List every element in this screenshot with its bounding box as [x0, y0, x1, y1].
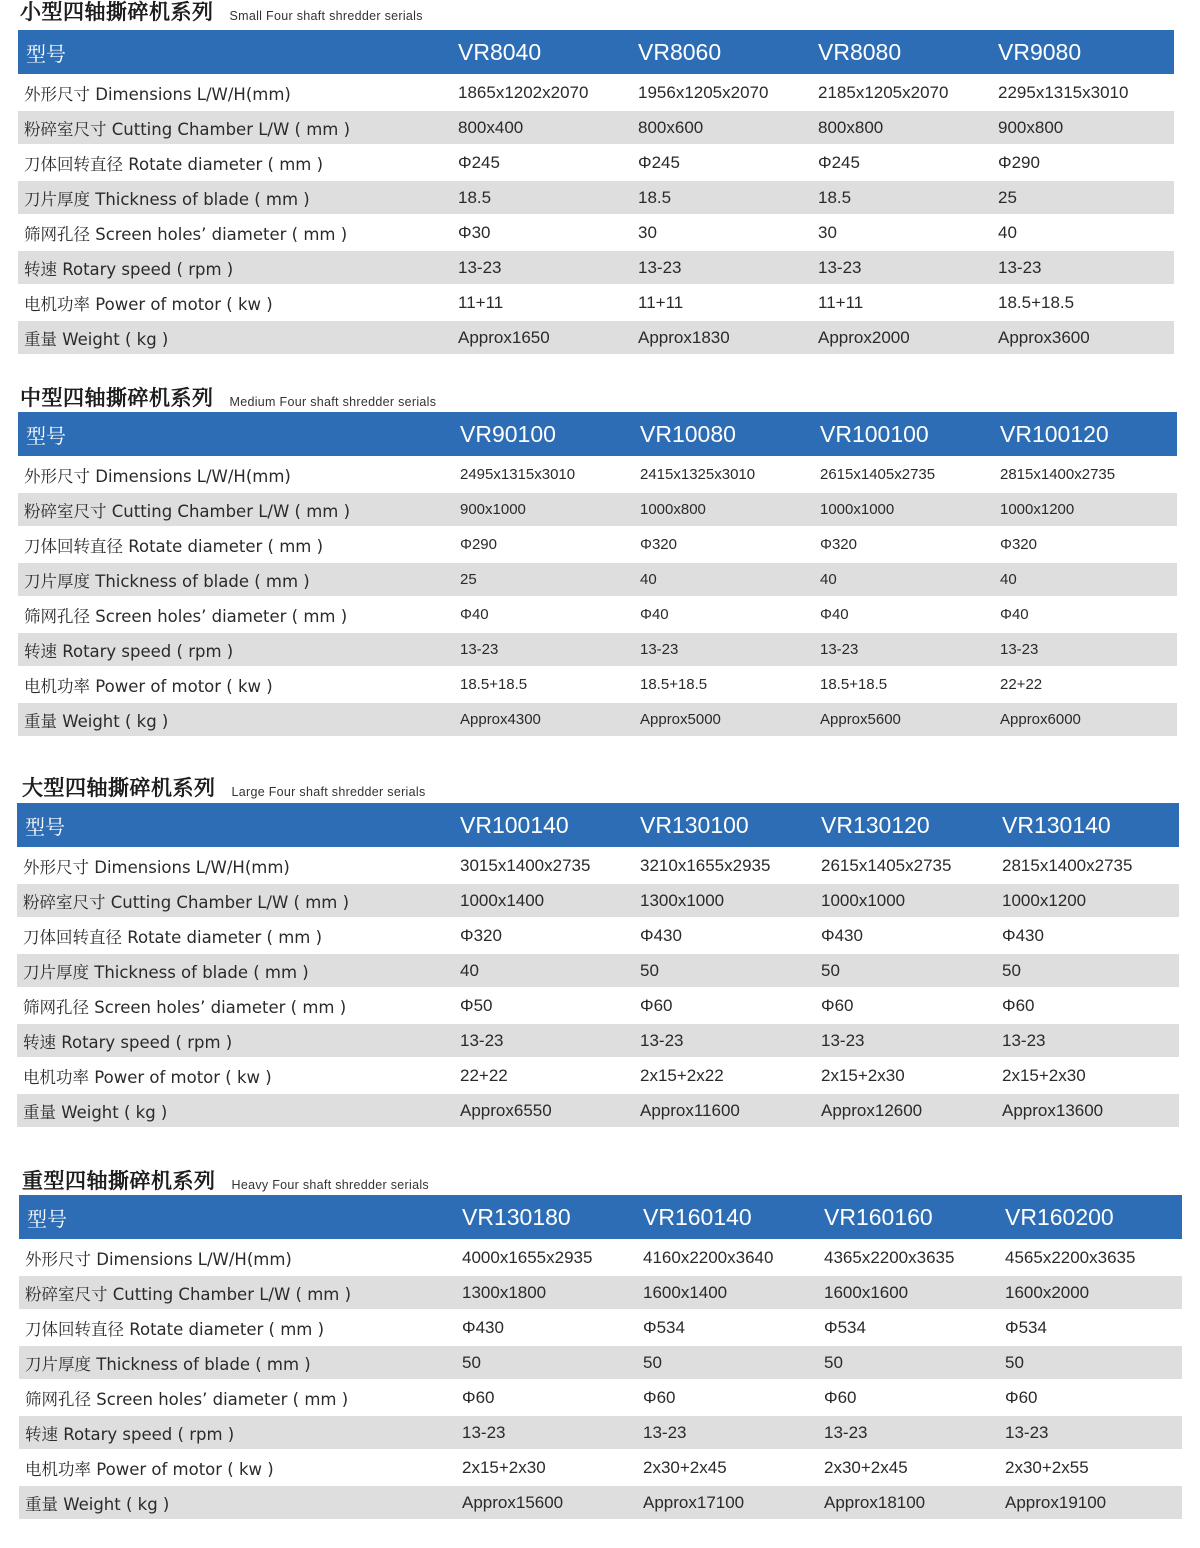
cell-value: 4000x1655x2935	[457, 1240, 638, 1275]
table-row	[19, 1450, 1182, 1485]
table-row	[18, 667, 1177, 702]
cell-value: 13-23	[1000, 1415, 1182, 1450]
cell-value: 18.5	[633, 180, 813, 215]
cell-value: Approx1650	[453, 320, 633, 355]
cell-value: 30	[813, 215, 993, 250]
cell-value: 900x800	[993, 110, 1174, 145]
cell-value: Φ60	[638, 1380, 819, 1415]
model-name: VR160140	[638, 1195, 819, 1240]
cell-value: Approx18100	[819, 1485, 1000, 1520]
table-header-row	[18, 412, 1177, 457]
section-title-en: Large Four shaft shredder serials	[231, 785, 426, 799]
table-row	[17, 1058, 1179, 1093]
cell-value: 2495x1315x3010	[455, 457, 635, 492]
row-label: 刀片厚度 Thickness of blade ( mm )	[18, 180, 453, 215]
cell-value: 40	[993, 215, 1174, 250]
table-row	[18, 75, 1174, 110]
table-row	[17, 988, 1179, 1023]
cell-value: Approx17100	[638, 1485, 819, 1520]
cell-value: 2x15+2x30	[997, 1058, 1179, 1093]
cell-value: 40	[455, 953, 635, 988]
cell-value: 25	[993, 180, 1174, 215]
table-row	[18, 527, 1177, 562]
model-name: VR9080	[993, 30, 1174, 75]
model-header-label: 型号	[17, 803, 455, 848]
cell-value: 13-23	[635, 1023, 816, 1058]
cell-value: 13-23	[819, 1415, 1000, 1450]
cell-value: 13-23	[816, 1023, 997, 1058]
model-header-label: 型号	[18, 30, 453, 75]
cell-value: 50	[635, 953, 816, 988]
row-label: 粉碎室尺寸 Cutting Chamber L/W ( mm )	[19, 1275, 457, 1310]
cell-value: Approx6000	[995, 702, 1177, 737]
model-name: VR100100	[815, 412, 995, 457]
row-label: 刀片厚度 Thickness of blade ( mm )	[17, 953, 455, 988]
section-title	[22, 1165, 429, 1195]
model-name: VR100140	[455, 803, 635, 848]
model-name: VR130100	[635, 803, 816, 848]
cell-value: 13-23	[997, 1023, 1179, 1058]
cell-value: Φ430	[997, 918, 1179, 953]
model-name: VR130180	[457, 1195, 638, 1240]
table-header-row	[18, 30, 1174, 75]
cell-value: 50	[997, 953, 1179, 988]
cell-value: Φ40	[995, 597, 1177, 632]
row-label: 重量 Weight ( kg )	[17, 1093, 455, 1128]
row-label: 刀体回转直径 Rotate diameter ( mm )	[19, 1310, 457, 1345]
cell-value: Φ40	[815, 597, 995, 632]
cell-value: 18.5+18.5	[993, 285, 1174, 320]
cell-value: Approx4300	[455, 702, 635, 737]
cell-value: 22+22	[455, 1058, 635, 1093]
cell-value: Φ40	[455, 597, 635, 632]
table-row	[18, 702, 1177, 737]
cell-value: 3210x1655x2935	[635, 848, 816, 883]
row-label: 电机功率 Power of motor ( kw )	[18, 285, 453, 320]
row-label: 外形尺寸 Dimensions L/W/H(mm)	[18, 457, 455, 492]
cell-value: Φ320	[995, 527, 1177, 562]
cell-value: 18.5	[453, 180, 633, 215]
model-name: VR130140	[997, 803, 1179, 848]
cell-value: 11+11	[633, 285, 813, 320]
cell-value: Approx6550	[455, 1093, 635, 1128]
cell-value: 40	[635, 562, 815, 597]
model-name: VR160200	[1000, 1195, 1182, 1240]
cell-value: 50	[1000, 1345, 1182, 1380]
cell-value: Φ320	[815, 527, 995, 562]
cell-value: 13-23	[638, 1415, 819, 1450]
table-header-row	[17, 803, 1179, 848]
cell-value: 18.5+18.5	[815, 667, 995, 702]
cell-value: Φ430	[816, 918, 997, 953]
cell-value: 2x30+2x55	[1000, 1450, 1182, 1485]
model-name: VR8040	[453, 30, 633, 75]
cell-value: Approx1830	[633, 320, 813, 355]
table-row	[18, 250, 1174, 285]
model-name: VR160160	[819, 1195, 1000, 1240]
row-label: 刀片厚度 Thickness of blade ( mm )	[19, 1345, 457, 1380]
cell-value: 50	[638, 1345, 819, 1380]
section-title-zh: 小型四轴撕碎机系列	[20, 0, 214, 24]
cell-value: 40	[995, 562, 1177, 597]
cell-value: Approx2000	[813, 320, 993, 355]
table-row	[19, 1275, 1182, 1310]
cell-value: 2615x1405x2735	[815, 457, 995, 492]
table-row	[17, 883, 1179, 918]
table-row	[18, 632, 1177, 667]
row-label: 刀片厚度 Thickness of blade ( mm )	[18, 562, 455, 597]
table-row	[18, 215, 1174, 250]
cell-value: 1600x1600	[819, 1275, 1000, 1310]
cell-value: 13-23	[633, 250, 813, 285]
cell-value: Approx15600	[457, 1485, 638, 1520]
cell-value: 4565x2200x3635	[1000, 1240, 1182, 1275]
table-row	[17, 1023, 1179, 1058]
table-row	[17, 848, 1179, 883]
cell-value: 1000x1000	[815, 492, 995, 527]
cell-value: 2615x1405x2735	[816, 848, 997, 883]
section-title-zh: 中型四轴撕碎机系列	[20, 386, 214, 410]
cell-value: 2415x1325x3010	[635, 457, 815, 492]
cell-value: 2x30+2x45	[638, 1450, 819, 1485]
row-label: 转速 Rotary speed ( rpm )	[17, 1023, 455, 1058]
cell-value: Φ320	[455, 918, 635, 953]
cell-value: Φ290	[993, 145, 1174, 180]
cell-value: Approx11600	[635, 1093, 816, 1128]
cell-value: Φ60	[635, 988, 816, 1023]
cell-value: Φ290	[455, 527, 635, 562]
cell-value: Φ60	[1000, 1380, 1182, 1415]
table-row	[18, 145, 1174, 180]
cell-value: 2x15+2x30	[457, 1450, 638, 1485]
cell-value: Approx5600	[815, 702, 995, 737]
section-title	[20, 382, 436, 412]
row-label: 转速 Rotary speed ( rpm )	[19, 1415, 457, 1450]
table-row	[19, 1380, 1182, 1415]
cell-value: 13-23	[453, 250, 633, 285]
cell-value: 800x400	[453, 110, 633, 145]
section-title-en: Small Four shaft shredder serials	[229, 9, 423, 23]
table-row	[18, 285, 1174, 320]
row-label: 转速 Rotary speed ( rpm )	[18, 250, 453, 285]
row-label: 粉碎室尺寸 Cutting Chamber L/W ( mm )	[18, 492, 455, 527]
section-title	[22, 772, 426, 802]
cell-value: 1600x1400	[638, 1275, 819, 1310]
table-row	[17, 953, 1179, 988]
model-header-label: 型号	[18, 412, 455, 457]
cell-value: 4160x2200x3640	[638, 1240, 819, 1275]
cell-value: 11+11	[813, 285, 993, 320]
table-row	[19, 1345, 1182, 1380]
cell-value: 2295x1315x3010	[993, 75, 1174, 110]
cell-value: 18.5+18.5	[635, 667, 815, 702]
cell-value: 50	[457, 1345, 638, 1380]
row-label: 筛网孔径 Screen holes’ diameter ( mm )	[17, 988, 455, 1023]
cell-value: 2x15+2x30	[816, 1058, 997, 1093]
spec-table-medium	[18, 412, 1177, 738]
section-title-zh: 大型四轴撕碎机系列	[22, 776, 216, 800]
cell-value: 18.5	[813, 180, 993, 215]
cell-value: 1600x2000	[1000, 1275, 1182, 1310]
cell-value: Φ50	[455, 988, 635, 1023]
cell-value: 22+22	[995, 667, 1177, 702]
model-name: VR8080	[813, 30, 993, 75]
cell-value: Φ30	[453, 215, 633, 250]
cell-value: 50	[816, 953, 997, 988]
row-label: 转速 Rotary speed ( rpm )	[18, 632, 455, 667]
row-label: 粉碎室尺寸 Cutting Chamber L/W ( mm )	[17, 883, 455, 918]
cell-value: 13-23	[455, 632, 635, 667]
row-label: 电机功率 Power of motor ( kw )	[17, 1058, 455, 1093]
cell-value: Φ60	[819, 1380, 1000, 1415]
cell-value: 4365x2200x3635	[819, 1240, 1000, 1275]
table-row	[18, 110, 1174, 145]
table-row	[18, 562, 1177, 597]
cell-value: 1300x1800	[457, 1275, 638, 1310]
cell-value: 900x1000	[455, 492, 635, 527]
row-label: 粉碎室尺寸 Cutting Chamber L/W ( mm )	[18, 110, 453, 145]
cell-value: 2815x1400x2735	[995, 457, 1177, 492]
cell-value: 1956x1205x2070	[633, 75, 813, 110]
cell-value: Φ534	[1000, 1310, 1182, 1345]
cell-value: 30	[633, 215, 813, 250]
cell-value: 1000x800	[635, 492, 815, 527]
cell-value: 13-23	[813, 250, 993, 285]
row-label: 重量 Weight ( kg )	[19, 1485, 457, 1520]
cell-value: 1865x1202x2070	[453, 75, 633, 110]
cell-value: Approx5000	[635, 702, 815, 737]
row-label: 电机功率 Power of motor ( kw )	[19, 1450, 457, 1485]
cell-value: 1000x1200	[995, 492, 1177, 527]
cell-value: 1000x1200	[997, 883, 1179, 918]
spec-table-small	[18, 30, 1174, 356]
cell-value: 13-23	[455, 1023, 635, 1058]
cell-value: 13-23	[635, 632, 815, 667]
cell-value: 40	[815, 562, 995, 597]
cell-value: 1000x1400	[455, 883, 635, 918]
cell-value: Φ245	[813, 145, 993, 180]
spec-table-large	[17, 803, 1179, 1129]
row-label: 刀体回转直径 Rotate diameter ( mm )	[18, 145, 453, 180]
cell-value: 1300x1000	[635, 883, 816, 918]
cell-value: 13-23	[815, 632, 995, 667]
row-label: 刀体回转直径 Rotate diameter ( mm )	[18, 527, 455, 562]
section-title-en: Heavy Four shaft shredder serials	[231, 1178, 429, 1192]
cell-value: 2x15+2x22	[635, 1058, 816, 1093]
cell-value: 13-23	[995, 632, 1177, 667]
cell-value: Φ320	[635, 527, 815, 562]
model-name: VR100120	[995, 412, 1177, 457]
cell-value: Approx13600	[997, 1093, 1179, 1128]
cell-value: 800x800	[813, 110, 993, 145]
model-name: VR10080	[635, 412, 815, 457]
table-row	[18, 320, 1174, 355]
cell-value: Φ534	[819, 1310, 1000, 1345]
cell-value: Φ534	[638, 1310, 819, 1345]
spec-table-heavy	[19, 1195, 1182, 1521]
table-header-row	[19, 1195, 1182, 1240]
cell-value: 18.5+18.5	[455, 667, 635, 702]
section-title-zh: 重型四轴撕碎机系列	[22, 1169, 216, 1193]
section-title	[20, 0, 423, 26]
cell-value: Φ430	[457, 1310, 638, 1345]
cell-value: 3015x1400x2735	[455, 848, 635, 883]
table-row	[19, 1240, 1182, 1275]
cell-value: 2185x1205x2070	[813, 75, 993, 110]
row-label: 刀体回转直径 Rotate diameter ( mm )	[17, 918, 455, 953]
cell-value: 13-23	[457, 1415, 638, 1450]
cell-value: Φ40	[635, 597, 815, 632]
cell-value: Φ245	[453, 145, 633, 180]
cell-value: Φ60	[997, 988, 1179, 1023]
cell-value: Φ430	[635, 918, 816, 953]
cell-value: Φ245	[633, 145, 813, 180]
row-label: 重量 Weight ( kg )	[18, 320, 453, 355]
model-header-label: 型号	[19, 1195, 457, 1240]
cell-value: 25	[455, 562, 635, 597]
cell-value: 13-23	[993, 250, 1174, 285]
cell-value: 1000x1000	[816, 883, 997, 918]
row-label: 外形尺寸 Dimensions L/W/H(mm)	[18, 75, 453, 110]
section-title-en: Medium Four shaft shredder serials	[229, 395, 437, 409]
row-label: 外形尺寸 Dimensions L/W/H(mm)	[19, 1240, 457, 1275]
cell-value: 2815x1400x2735	[997, 848, 1179, 883]
cell-value: Approx12600	[816, 1093, 997, 1128]
model-name: VR8060	[633, 30, 813, 75]
model-name: VR90100	[455, 412, 635, 457]
table-row	[18, 457, 1177, 492]
model-name: VR130120	[816, 803, 997, 848]
table-row	[18, 597, 1177, 632]
cell-value: Φ60	[457, 1380, 638, 1415]
table-row	[19, 1415, 1182, 1450]
row-label: 重量 Weight ( kg )	[18, 702, 455, 737]
cell-value: 11+11	[453, 285, 633, 320]
table-row	[18, 492, 1177, 527]
table-row	[19, 1310, 1182, 1345]
table-row	[18, 180, 1174, 215]
cell-value: 2x30+2x45	[819, 1450, 1000, 1485]
row-label: 筛网孔径 Screen holes’ diameter ( mm )	[18, 215, 453, 250]
cell-value: Φ60	[816, 988, 997, 1023]
row-label: 筛网孔径 Screen holes’ diameter ( mm )	[18, 597, 455, 632]
table-row	[17, 918, 1179, 953]
cell-value: 800x600	[633, 110, 813, 145]
cell-value: Approx19100	[1000, 1485, 1182, 1520]
row-label: 电机功率 Power of motor ( kw )	[18, 667, 455, 702]
cell-value: Approx3600	[993, 320, 1174, 355]
table-row	[17, 1093, 1179, 1128]
row-label: 外形尺寸 Dimensions L/W/H(mm)	[17, 848, 455, 883]
table-row	[19, 1485, 1182, 1520]
cell-value: 50	[819, 1345, 1000, 1380]
row-label: 筛网孔径 Screen holes’ diameter ( mm )	[19, 1380, 457, 1415]
